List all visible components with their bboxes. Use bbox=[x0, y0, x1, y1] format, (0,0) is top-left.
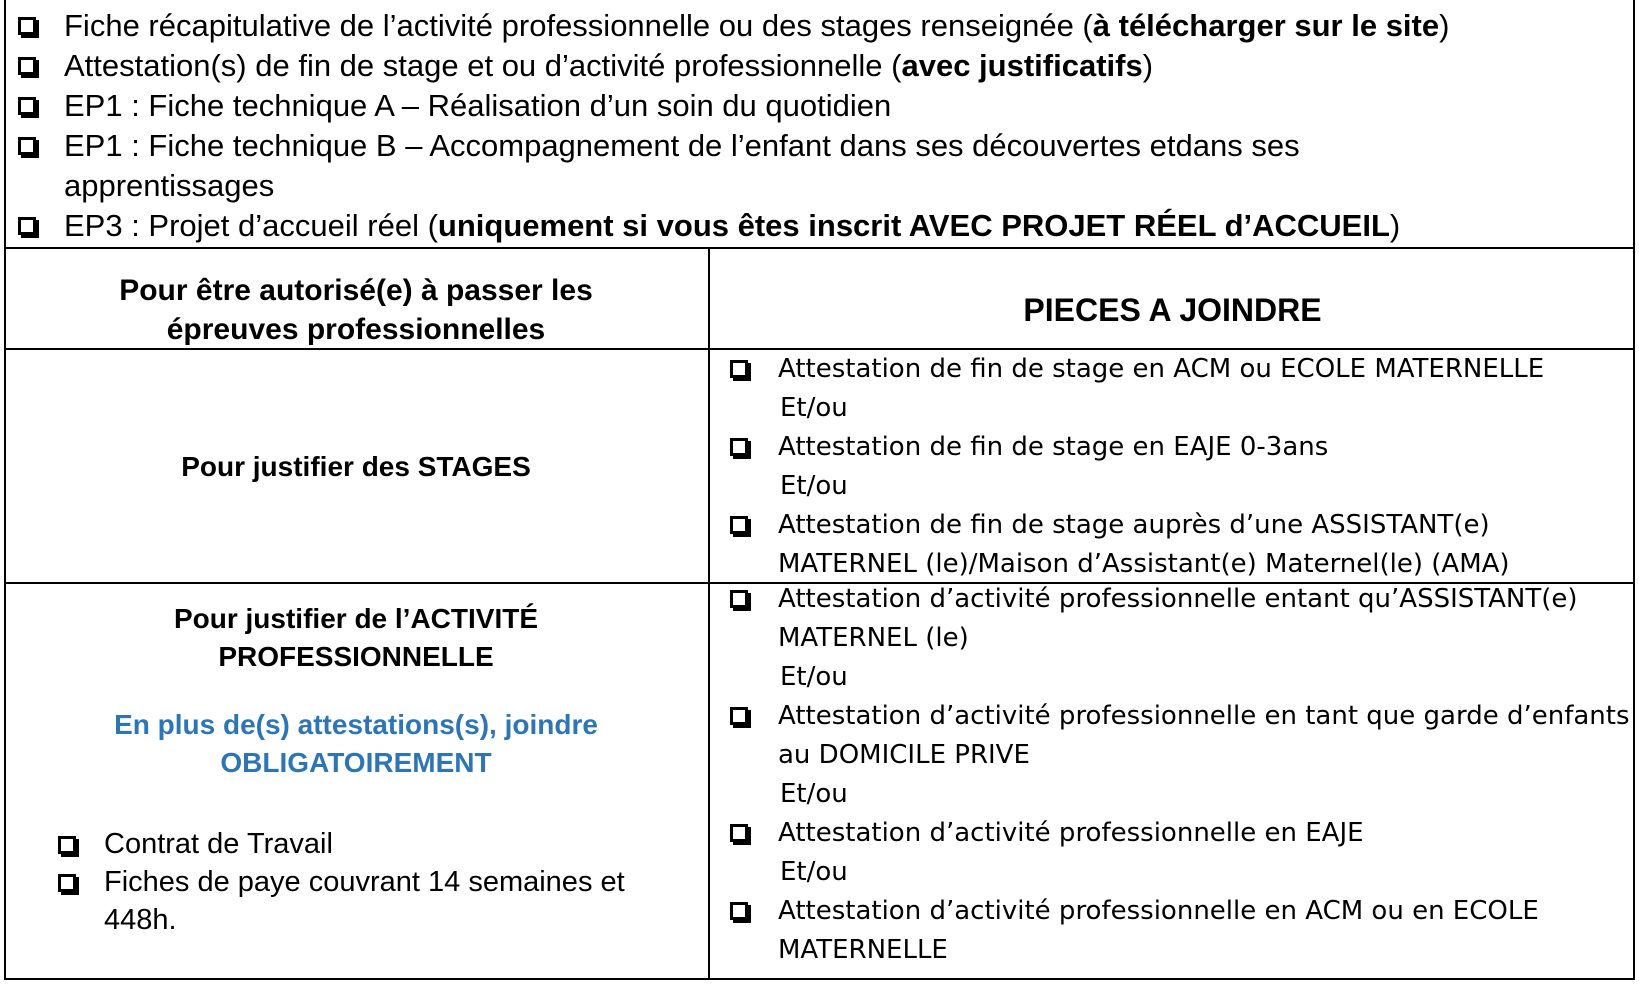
list-item: Contrat de Travail bbox=[58, 825, 698, 863]
list-item: Attestation d’activité professionnelle entant qu’ASSISTANT(e) MATERNEL (le) bbox=[730, 580, 1631, 658]
table-header-left: Pour être autorisé(e) à passer les épreuves professionnelles bbox=[119, 274, 593, 346]
column-divider bbox=[708, 247, 710, 980]
table-top-border bbox=[4, 247, 1635, 249]
checkbox-icon[interactable] bbox=[730, 516, 748, 534]
checkbox-icon[interactable] bbox=[18, 17, 36, 35]
activite-note: En plus de(s) attestations(s), joindre OBLIGATOIREMENT bbox=[114, 709, 598, 778]
stages-list bbox=[730, 350, 1631, 584]
top-checklist bbox=[18, 6, 1629, 246]
checkbox-icon[interactable] bbox=[18, 97, 36, 115]
checkbox-icon[interactable] bbox=[18, 137, 36, 155]
activite-list bbox=[730, 580, 1631, 970]
stages-label: Pour justifier des STAGES bbox=[181, 451, 531, 482]
list-item: Attestation d’activité professionnelle en ACM ou en ECOLE MATERNELLE bbox=[730, 892, 1631, 970]
checklist-item: EP1 : Fiche technique B – Accompagnement de l’enfant dans ses découvertes etdans ses apprentissages bbox=[18, 126, 1629, 206]
activite-left-cell bbox=[4, 600, 708, 782]
separator: Et/ou bbox=[780, 857, 848, 887]
checkbox-icon[interactable] bbox=[730, 707, 748, 725]
checkbox-icon[interactable] bbox=[18, 217, 36, 235]
checkbox-icon[interactable] bbox=[730, 438, 748, 456]
separator: Et/ou bbox=[780, 662, 848, 692]
checklist-item: Fiche récapitulative de l’activité professionnelle ou des stages renseignée (à télécharger sur le site) bbox=[18, 6, 1629, 46]
checklist-item: Attestation(s) de fin de stage et ou d’activité professionnelle (avec justificatifs) bbox=[18, 46, 1629, 86]
checkbox-icon[interactable] bbox=[730, 360, 748, 378]
list-item: Attestation de fin de stage en ACM ou ECOLE MATERNELLE bbox=[730, 350, 1631, 389]
activite-left-list bbox=[58, 825, 698, 939]
separator: Et/ou bbox=[780, 779, 848, 809]
list-item: Attestation de fin de stage auprès d’une ASSISTANT(e) MATERNEL (le)/Maison d’Assistant(e) Maternel(le) (AMA) bbox=[730, 506, 1631, 584]
list-item: Attestation de fin de stage en EAJE 0-3ans bbox=[730, 428, 1631, 467]
checklist-item: EP1 : Fiche technique A – Réalisation d’un soin du quotidien bbox=[18, 86, 1629, 126]
list-item: Attestation d’activité professionnelle en tant que garde d’enfants au DOMICILE PRIVE bbox=[730, 697, 1631, 775]
activite-title: Pour justifier de l’ACTIVITÉ PROFESSIONNELLE bbox=[173, 603, 539, 672]
separator: Et/ou bbox=[780, 393, 848, 423]
table-header-right: PIECES A JOINDRE bbox=[1023, 291, 1322, 328]
checkbox-icon[interactable] bbox=[58, 836, 76, 854]
separator: Et/ou bbox=[780, 471, 848, 501]
list-item: Fiches de paye couvrant 14 semaines et 448h. bbox=[58, 863, 698, 939]
checkbox-icon[interactable] bbox=[730, 590, 748, 608]
checkbox-icon[interactable] bbox=[730, 824, 748, 842]
checklist-item: EP3 : Projet d’accueil réel (uniquement si vous êtes inscrit AVEC PROJET RÉEL d’ACCUEIL) bbox=[18, 206, 1629, 246]
checkbox-icon[interactable] bbox=[18, 57, 36, 75]
list-item: Attestation d’activité professionnelle en EAJE bbox=[730, 814, 1631, 853]
checkbox-icon[interactable] bbox=[58, 874, 76, 892]
checkbox-icon[interactable] bbox=[730, 902, 748, 920]
